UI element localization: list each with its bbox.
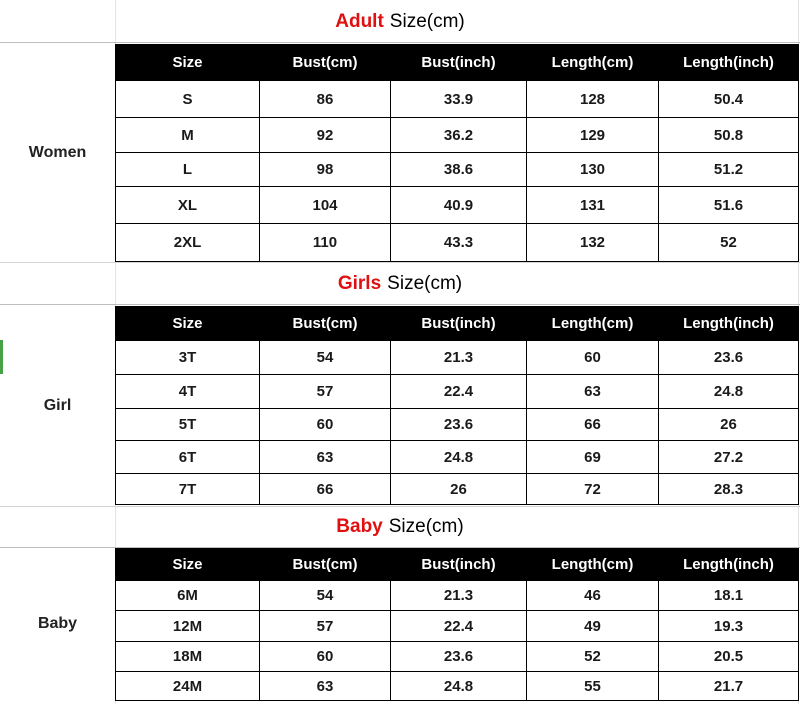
bust-cm-cell: 110 [260,224,391,262]
length-inch-cell: 23.6 [659,341,799,375]
length-inch-cell: 20.5 [659,642,799,672]
length-cm-cell: 128 [527,81,659,118]
adult-title-unit: Size(cm) [389,11,465,32]
bust-inch-cell: 33.9 [391,81,527,118]
table-header-row [116,549,799,581]
length-cm-cell: 60 [527,341,659,375]
length-inch-cell: 19.3 [659,611,799,642]
size-cell: 5T [116,409,260,441]
size-cell: 3T [116,341,260,375]
bust-inch-cell: 38.6 [391,153,527,187]
length-inch-cell: 24.8 [659,375,799,409]
size-cell: 4T [116,375,260,409]
bust-inch-cell: 23.6 [391,642,527,672]
bust-inch-cell: 23.6 [391,409,527,441]
bust-cm-cell: 57 [260,611,391,642]
length-cm-cell: 69 [527,441,659,474]
bust-inch-cell: 40.9 [391,187,527,224]
baby-size-table [115,548,799,701]
length-inch-cell: 26 [659,409,799,441]
baby-title-accent: Baby [336,516,383,537]
column-header-size: Size [116,45,260,81]
table-row [116,581,799,611]
baby-section [0,507,800,704]
adult-section [0,0,800,262]
bust-cm-cell: 54 [260,341,391,375]
column-header-bust-cm: Bust(cm) [260,549,391,581]
size-cell: 6T [116,441,260,474]
size-cell: S [116,81,260,118]
girl-group-label: Girl [43,397,72,414]
column-header-length-cm: Length(cm) [527,549,659,581]
size-cell: L [116,153,260,187]
length-cm-cell: 63 [527,375,659,409]
table-row [116,187,799,224]
column-header-length-cm: Length(cm) [527,45,659,81]
column-header-size: Size [116,549,260,581]
bust-cm-cell: 60 [260,409,391,441]
column-header-bust-inch: Bust(inch) [391,45,527,81]
table-row [116,341,799,375]
bust-cm-cell: 54 [260,581,391,611]
length-cm-cell: 132 [527,224,659,262]
adult-size-table [115,44,799,262]
girls-title-accent: Girls [337,273,382,294]
table-row [116,409,799,441]
bust-cm-cell: 98 [260,153,391,187]
table-row [116,611,799,642]
table-header-row [116,45,799,81]
size-cell: 12M [116,611,260,642]
bust-inch-cell: 36.2 [391,118,527,153]
baby-section-title [0,507,800,548]
bust-cm-cell: 66 [260,474,391,505]
column-header-bust-cm: Bust(cm) [260,307,391,341]
table-row [116,642,799,672]
table-row [116,474,799,505]
column-header-length-inch: Length(inch) [659,307,799,341]
adult-section-title [0,2,800,43]
bust-cm-cell: 57 [260,375,391,409]
bust-cm-cell: 92 [260,118,391,153]
length-cm-cell: 49 [527,611,659,642]
column-header-length-inch: Length(inch) [659,45,799,81]
length-cm-cell: 55 [527,672,659,701]
column-header-bust-inch: Bust(inch) [391,307,527,341]
length-cm-cell: 46 [527,581,659,611]
size-cell: 2XL [116,224,260,262]
bust-cm-cell: 60 [260,642,391,672]
size-cell: 6M [116,581,260,611]
column-header-bust-inch: Bust(inch) [391,549,527,581]
size-cell: XL [116,187,260,224]
bust-inch-cell: 21.3 [391,341,527,375]
bust-inch-cell: 24.8 [391,441,527,474]
bust-inch-cell: 24.8 [391,672,527,701]
bust-inch-cell: 22.4 [391,375,527,409]
bust-cm-cell: 63 [260,441,391,474]
size-cell: 18M [116,642,260,672]
length-cm-cell: 52 [527,642,659,672]
length-inch-cell: 50.8 [659,118,799,153]
length-cm-cell: 131 [527,187,659,224]
length-cm-cell: 129 [527,118,659,153]
girls-section-title [0,264,800,305]
column-header-size: Size [116,307,260,341]
girls-size-table [115,306,799,505]
length-inch-cell: 21.7 [659,672,799,701]
baby-group-label: Baby [37,614,78,632]
table-header-row [116,307,799,341]
table-row [116,153,799,187]
bust-inch-cell: 21.3 [391,581,527,611]
size-cell: 24M [116,672,260,701]
table-row [116,81,799,118]
girls-section [0,264,800,506]
bust-inch-cell: 26 [391,474,527,505]
baby-title-unit: Size(cm) [388,516,464,537]
length-inch-cell: 18.1 [659,581,799,611]
length-cm-cell: 72 [527,474,659,505]
size-cell: M [116,118,260,153]
length-inch-cell: 51.6 [659,187,799,224]
table-row [116,224,799,262]
table-row [116,672,799,701]
table-row [116,441,799,474]
table-row [116,118,799,153]
bust-cm-cell: 104 [260,187,391,224]
bust-cm-cell: 86 [260,81,391,118]
adult-title-accent: Adult [335,11,384,32]
length-cm-cell: 130 [527,153,659,187]
bust-inch-cell: 22.4 [391,611,527,642]
section-divider [0,262,800,263]
girls-title-unit: Size(cm) [387,273,463,294]
column-header-length-cm: Length(cm) [527,307,659,341]
length-cm-cell: 66 [527,409,659,441]
size-cell: 7T [116,474,260,505]
table-row [116,375,799,409]
bust-inch-cell: 43.3 [391,224,527,262]
length-inch-cell: 52 [659,224,799,262]
length-inch-cell: 50.4 [659,81,799,118]
column-header-length-inch: Length(inch) [659,549,799,581]
bust-cm-cell: 63 [260,672,391,701]
column-header-bust-cm: Bust(cm) [260,45,391,81]
length-inch-cell: 28.3 [659,474,799,505]
length-inch-cell: 51.2 [659,153,799,187]
length-inch-cell: 27.2 [659,441,799,474]
women-group-label: Women [28,143,87,161]
